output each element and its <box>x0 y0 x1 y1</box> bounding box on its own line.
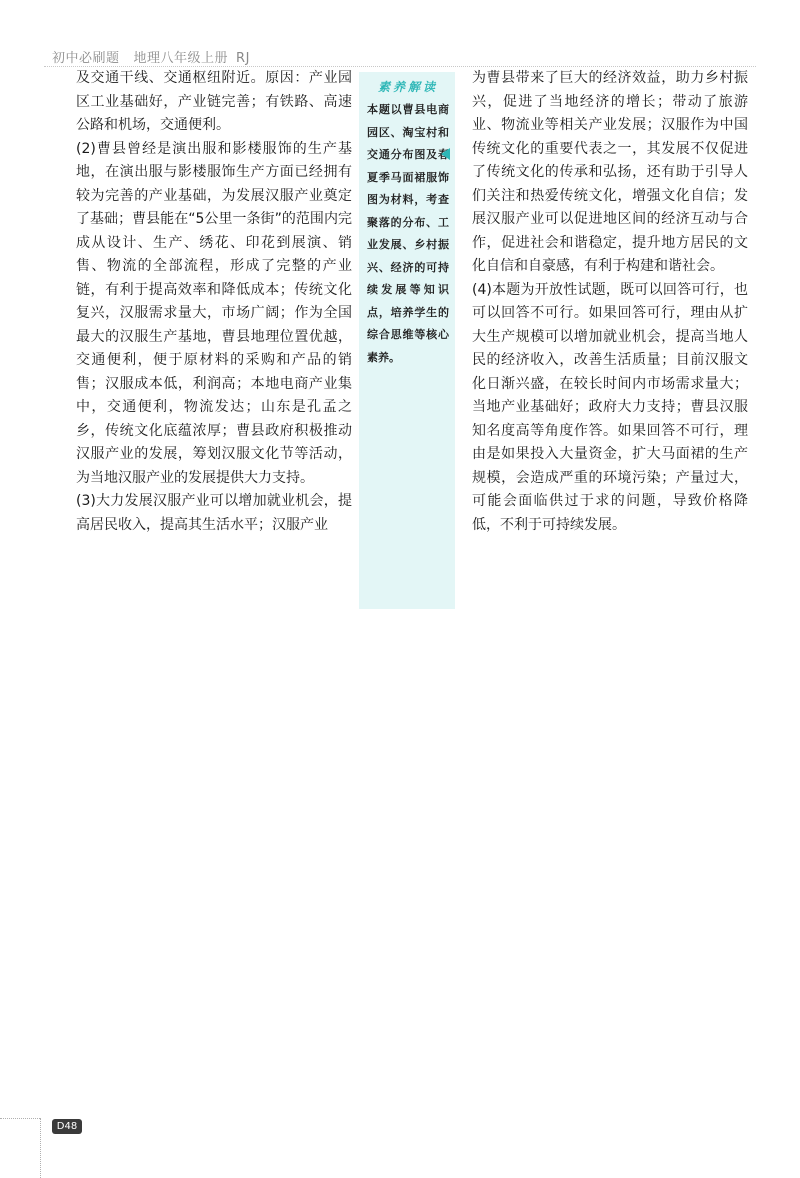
answer-paragraph-1-cont: 及交通干线、交通枢纽附近。原因：产业园区工业基础好，产业链完善；有铁路、高速公路和机场，交通便利。 <box>76 70 352 133</box>
answer-paragraph-3-cont: 为曹县带来了巨大的经济效益，助力乡村振兴，促进了当地经济的增长；带动了旅游业、物流业等相关产业发展；汉服作为中国传统文化的重要代表之一，其发展不仅促进了传统文化的传承和弘扬，还有助于引导人们关注和热爱传统文化，增强文化自信；发展汉服产业可以促进地区间的经济互动与合作，促进社会和谐稳定，提升地方居民的文化自信和自豪感，有利于构建和谐社会。 <box>472 70 748 274</box>
right-column <box>472 67 748 537</box>
sidebar-text: 本题以曹县电商园区、淘宝村和交通分布图及春夏季马面裙服饰图为材料，考查聚落的分布、工业发展、乡村振兴、经济的可持续发展等知识点，培养学生的综合思维等核心素养。 <box>367 103 449 364</box>
running-header <box>52 47 250 66</box>
left-column <box>76 67 352 537</box>
answer-paragraph-2: (2)曹县曾经是演出服和影楼服饰的生产基地，在演出服与影楼服饰生产方面已经拥有较为完善的产业基础，为发展汉服产业奠定了基础；曹县能在“5公里一条街”的范围内完成从设计、生产、绣花、印花到展演、销售、物流的全部流程，形成了完整的产业链，有利于提高效率和降低成本；传统文化复兴，汉服需求量大，市场广阔；作为全国最大的汉服生产基地，曹县地理位置优越，交通便利，便于原材料的采购和产品的销售；汉服成本低，利润高；本地电商产业集中，交通便利，物流发达；山东是孔孟之乡，传统文化底蕴浓厚；曹县政府积极推动汉服产业的发展，筹划汉服文化节等活动，为当地汉服产业的发展提供大力支持。 <box>76 140 352 486</box>
pointer-triangle-icon <box>441 148 450 160</box>
answer-paragraph-3: (3)大力发展汉服产业可以增加就业机会，提高居民收入，提高其生活水平；汉服产业 <box>76 493 352 533</box>
page-number-badge: D48 <box>52 1119 82 1134</box>
footer-corner-vrule <box>40 1118 41 1178</box>
sidebar-title: 素养解读 <box>377 80 438 94</box>
edition-label: RJ <box>236 51 250 66</box>
answer-paragraph-4: (4)本题为开放性试题，既可以回答可行，也可以回答不可行。如果回答可行，理由从扩大生产规模可以增加就业机会，提高当地人民的经济收入，改善生活质量；目前汉服文化日渐兴盛，在较长时间内市场需求量大；当地产业基础好；政府大力支持；曹县汉服知名度高等角度作答。如果回答不可行，理由是如果投入大量资金，扩大马面裙的生产规模，会造成严重的环境污染；产量过大，可能会面临供过于求的问题，导致价格降低，不利于可持续发展。 <box>472 281 748 533</box>
book-title: 地理八年级上册 <box>133 51 229 66</box>
footer-corner-hrule <box>0 1118 40 1119</box>
series-title: 初中必刷题 <box>52 51 120 66</box>
